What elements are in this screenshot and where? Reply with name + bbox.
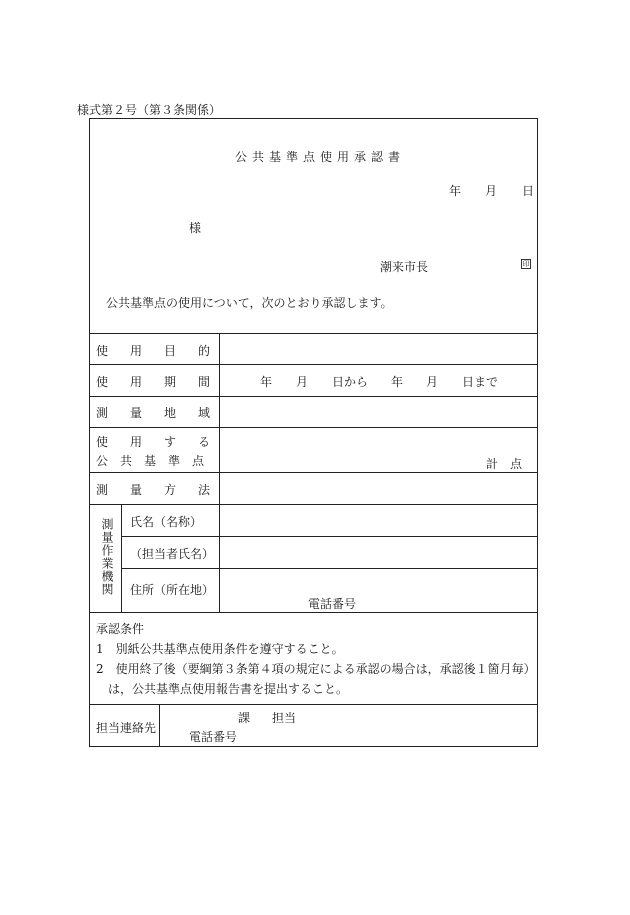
contact-phone-label: 電話番号 [189, 730, 238, 744]
agency-label: 測量作業機関 [100, 518, 114, 596]
contact-label: 担当連絡先 [96, 721, 157, 735]
agency-name-label: 氏名（名称） [130, 515, 203, 529]
method-label: 測量方法 [96, 483, 233, 497]
divider [89, 427, 538, 428]
intro-text: 公共基準点の使用について，次のとおり承認します。 [106, 296, 393, 310]
form-number: 様式第２号（第３条関係） [77, 103, 222, 117]
divider [89, 364, 538, 365]
divider [89, 704, 538, 705]
divider [89, 504, 538, 505]
points-label-line2: 公共基準点 [96, 454, 217, 468]
purpose-label [96, 342, 233, 359]
agency-phone-label: 電話番号 [308, 597, 357, 611]
purpose-label-text: 使用目的 [96, 344, 233, 358]
column-divider [159, 704, 160, 747]
period-month-from: 月 [296, 375, 309, 389]
addressee-suffix: 様 [189, 221, 202, 235]
divider [121, 536, 538, 537]
form-title-text: 公共基準点使用承認書 [235, 150, 406, 164]
column-divider [121, 504, 122, 612]
form-title [235, 148, 406, 165]
contact-dept: 課 [238, 711, 251, 725]
condition-item-1: 1 別紙公共基準点使用条件を遵守すること。 [96, 642, 344, 656]
period-day-to: 日まで [462, 375, 499, 389]
issuer-name: 潮来市長 [380, 260, 429, 274]
seal-mark: 印 [522, 260, 530, 268]
divider [89, 612, 538, 613]
conditions-heading: 承認条件 [96, 622, 145, 636]
period-day-from: 日から [332, 375, 369, 389]
period-label: 使用期間 [96, 375, 233, 389]
agency-contact-label: （担当者氏名） [130, 547, 215, 561]
agency-address-label: 住所（所在地） [130, 583, 215, 597]
date-day: 日 [522, 184, 535, 198]
points-label-line1: 使用する [96, 435, 233, 449]
period-month-to: 月 [426, 375, 439, 389]
area-label: 測量地域 [96, 406, 233, 420]
points-unit: 計 点 [486, 457, 523, 471]
date-year: 年 [449, 184, 462, 198]
condition-item-2-line1: 2 使用終了後（要綱第３条第４項の規定による承認の場合は，承認後１箇月毎） [96, 662, 536, 676]
date-month: 月 [485, 184, 498, 198]
period-year-to: 年 [391, 375, 404, 389]
condition-item-2-line2: は，公共基準点使用報告書を提出すること。 [108, 682, 349, 696]
contact-person: 担当 [272, 711, 297, 725]
divider [121, 568, 538, 569]
divider [89, 396, 538, 397]
divider [89, 333, 538, 334]
period-year-from: 年 [260, 375, 273, 389]
divider [89, 472, 538, 473]
